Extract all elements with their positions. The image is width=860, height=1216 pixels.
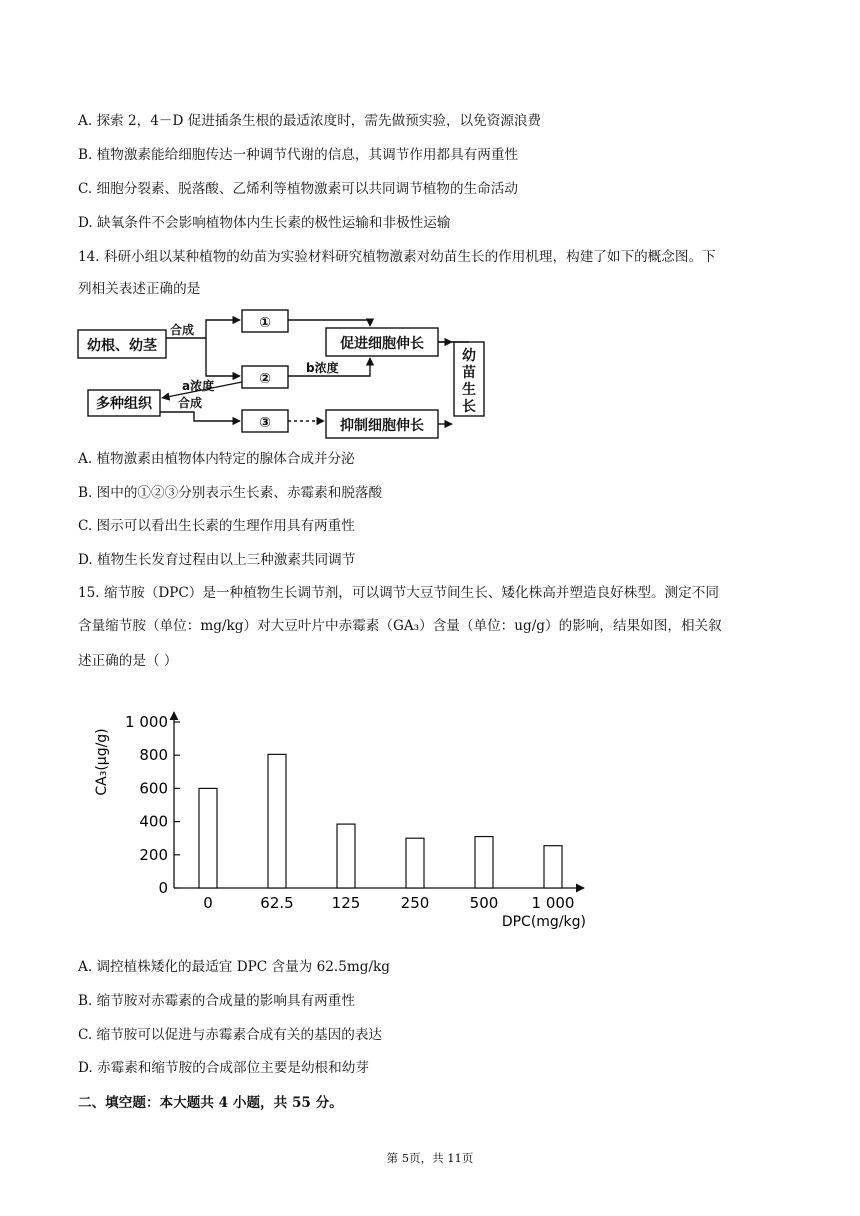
x-axis-label: DPC(mg/kg)	[501, 914, 586, 930]
q14-option-c: C. 图示可以看出生长素的生理作用具有两重性	[78, 518, 355, 534]
diagram-growth-char: 生	[462, 382, 476, 398]
page-footer: 第 5页，共 11页	[386, 1151, 474, 1165]
diagram-promote-label: 促进细胞伸长	[340, 336, 424, 352]
diagram-hormone3-label: ③	[259, 415, 271, 431]
q15-option-d: D. 赤霉素和缩节胺的合成部位主要是幼根和幼芽	[78, 1060, 369, 1076]
q13-option-c: C. 细胞分裂素、脱落酸、乙烯利等植物激素可以共同调节植物的生命活动	[78, 181, 518, 197]
q15-stem-line1: 15. 缩节胺（DPC）是一种植物生长调节剂，可以调节大豆节间生长、矮化株高并塑造良好株型。测定不同	[78, 585, 719, 601]
q15-option-a: A. 调控植株矮化的最适宜 DPC 含量为 62.5mg/kg	[78, 959, 390, 975]
y-tick-label: 400	[139, 812, 168, 831]
diagram-growth-char: 幼	[462, 348, 476, 364]
section-2-heading: 二、填空题：本大题共 4 小题，共 55 分。	[78, 1095, 343, 1111]
q14-stem-line1: 14. 科研小组以某种植物的幼苗为实验材料研究植物激素对幼苗生长的作用机理，构建了如下的概念图。下	[78, 249, 716, 265]
q13-option-b: B. 植物激素能给细胞传达一种调节代谢的信息，其调节作用都具有两重性	[78, 147, 519, 163]
q14-option-a: A. 植物激素由植物体内特定的腺体合成并分泌	[78, 451, 355, 467]
y-tick-label: 0	[158, 879, 168, 897]
q14-option-b: B. 图中的①②③分别表示生长素、赤霉素和脱落酸	[78, 485, 383, 501]
q15-stem-line2: 含量缩节胺（单位：mg/kg）对大豆叶片中赤霉素（GA₃）含量（单位：ug/g）的影响，结果如图，相关叙	[78, 618, 722, 634]
q15-stem-line3: 述正确的是（ ）	[78, 653, 178, 669]
bar	[199, 788, 217, 888]
concept-diagram	[74, 304, 494, 440]
x-tick-label: 500	[469, 894, 499, 912]
x-tick-label: 0	[203, 894, 213, 912]
bar	[544, 846, 562, 888]
bar	[475, 837, 493, 888]
bar	[268, 754, 286, 888]
diagram-a-label: a浓度	[182, 379, 215, 393]
diagram-hormone2-label: ②	[259, 371, 271, 387]
diagram-tissue-label: 多种组织	[96, 396, 152, 412]
y-tick-label: 1 000	[125, 713, 168, 731]
x-tick-label: 1 000	[531, 894, 575, 912]
x-tick-label: 250	[400, 894, 430, 912]
q15-option-b: B. 缩节胺对赤霉素的合成量的影响具有两重性	[78, 993, 355, 1009]
diagram-b-label: b浓度	[306, 361, 339, 375]
diagram-source-label: 幼根、幼茎	[87, 338, 157, 354]
y-tick-label: 800	[139, 746, 168, 765]
q14-option-d: D. 植物生长发育过程由以上三种激素共同调节	[78, 552, 356, 568]
q13-option-d: D. 缺氧条件不会影响植物体内生长素的极性运输和非极性运输	[78, 215, 451, 231]
x-tick-label: 125	[331, 894, 361, 912]
y-tick-label: 200	[139, 845, 168, 864]
diagram-growth-char: 长	[462, 399, 476, 415]
q13-option-a: A. 探索 2，4－D 促进插条生根的最适浓度时，需先做预实验，以免资源浪费	[78, 113, 542, 129]
diagram-synth-top-label: 合成	[170, 323, 195, 337]
bar	[337, 824, 355, 888]
x-tick-label: 62.5	[260, 894, 294, 912]
diagram-hormone1-label: ①	[259, 315, 271, 331]
q14-stem-line2: 列相关表述正确的是	[78, 281, 201, 297]
gibberellin-bar-chart	[90, 700, 610, 940]
y-tick-label: 600	[139, 779, 168, 798]
diagram-growth-char: 苗	[462, 365, 476, 381]
y-axis-label: CA₃(μg/g)	[94, 728, 110, 796]
diagram-inhibit-label: 抑制细胞伸长	[340, 418, 424, 434]
diagram-synth-bottom-label: 合成	[178, 396, 203, 410]
q15-option-c: C. 缩节胺可以促进与赤霉素合成有关的基因的表达	[78, 1027, 383, 1043]
bar	[406, 838, 424, 888]
